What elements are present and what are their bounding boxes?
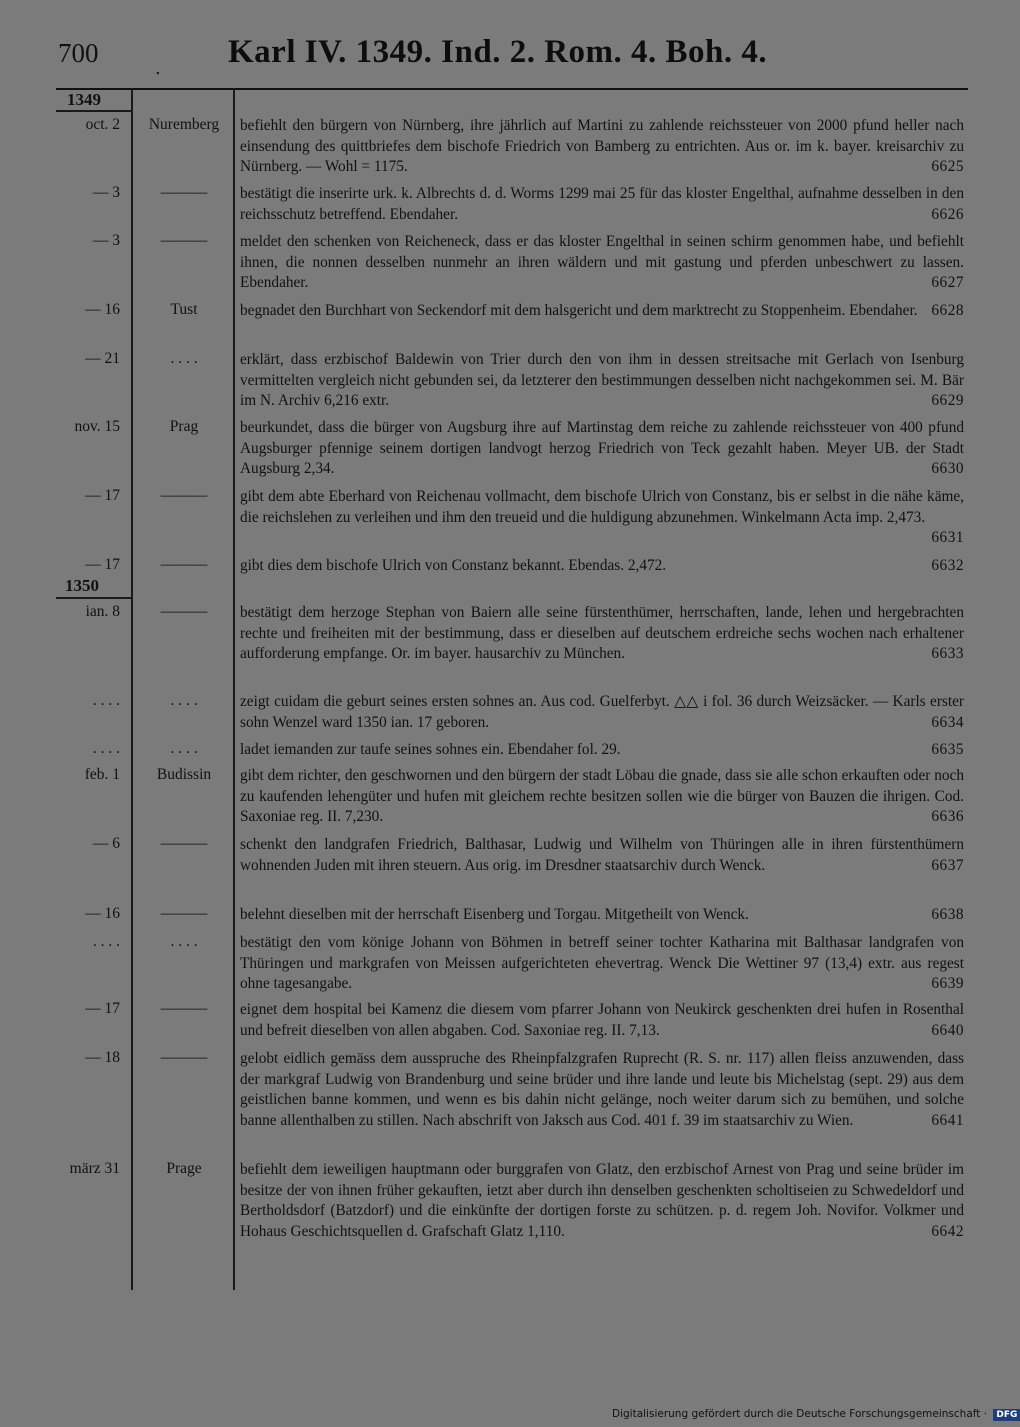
entry-place: . . . . <box>170 740 198 757</box>
entry-place: ——— <box>160 487 208 504</box>
entry-date: — 3 <box>92 232 120 249</box>
dfg-logo: DFG <box>993 1409 1020 1421</box>
entry-number: 6626 <box>931 205 964 223</box>
entry-summary: gelobt eidlich gemäss dem ausspruche des Rheinpfalzgrafen Ruprecht (R. S. nr. 117) allen fleiss anzuwenden, dass der markgraf Ludwig von Brandenburg und seine brüder und ihre lande und leute bis Michelstag (sept. 29) aus dem geistlichen banne kommen, und wenn es bis dahin nicht gelänge, noch weiter darum sich zu bemühen, und solche banne allenthalben zu stillen. Nach abschrift von Jaksch aus Cod. 401 f. 39 im staatsarchiv zu Wien. <box>240 1050 964 1129</box>
entry-date: . . . . <box>92 692 120 709</box>
entry-summary: gibt dem abte Eberhard von Reichenau vollmacht, dem bischofe Ulrich von Constanz, bis er selbst in die nähe käme, die reichslehen zu verleihen und ihm den treueid und die huldigung abzunehmen. Winkelmann Acta imp. 2,473. <box>240 488 964 526</box>
entry-date: oct. 2 <box>85 116 120 133</box>
entry-place: . . . . <box>170 692 198 709</box>
entry-text <box>240 1160 964 1242</box>
entry-number: 6641 <box>931 1111 964 1129</box>
entry-date: — 6 <box>92 835 120 852</box>
entry-number: 6631 <box>931 529 964 547</box>
entry-number: 6630 <box>931 460 964 478</box>
entry-number: 6637 <box>931 856 964 874</box>
entry-text <box>240 116 964 178</box>
entry-place: ——— <box>160 184 208 201</box>
entry-number: 6628 <box>931 302 964 319</box>
top-rule <box>56 88 968 90</box>
year-rule-1349 <box>56 110 132 112</box>
entry-number: 6635 <box>931 741 964 758</box>
running-title: Karl IV. 1349. Ind. 2. Rom. 4. Boh. 4. <box>228 34 768 70</box>
entry-summary: meldet den schenken von Reicheneck, dass er das kloster Engelthal in seinen schirm genommen habe, und befiehlt ihnen, die nonnen desselben nunmehr an ihren wäldern und mit gastung und pferden unbeschwert zu lassen. Ebendaher. <box>240 233 964 292</box>
entry-number: 6627 <box>931 274 964 292</box>
entry-number: 6632 <box>931 557 964 574</box>
entry-date: feb. 1 <box>84 766 120 783</box>
entry-summary: bestätigt dem herzoge Stephan von Baiern alle seine fürstenthümer, herrschaften, lande, lehen und hergebrachten rechte und freiheiten mit der bestimmung, dass er dieselben auf deutschem erdreiche sechs wochen nach erhaltener aufforderung empfange. Or. im bayer. hausarchiv zu München. <box>240 604 964 663</box>
entry-summary: eignet dem hospital bei Kamenz die diesem vom pfarrer Johann von Neukirck geschenkten drei hufen in Rosenthal und befreit dieselben von allen abgaben. Cod. Saxoniae reg. II. 7,13. <box>240 1001 964 1039</box>
entry-place: ——— <box>160 1000 208 1017</box>
entry-text <box>240 487 964 549</box>
page-header: 700 . Karl IV. 1349. Ind. 2. Rom. 4. Boh. 4. <box>58 34 768 79</box>
entry-number: 6638 <box>931 906 964 923</box>
entry-date: — 17 <box>85 487 120 504</box>
entry-text <box>240 556 964 577</box>
year-1349: 1349 <box>67 90 101 109</box>
entry-summary: begnadet den Burchhart von Seckendorf mit dem halsgericht und dem marktrecht zu Stoppenheim. Ebendaher. <box>240 302 918 319</box>
entry-place: Prag <box>169 418 199 435</box>
entry-date: — 17 <box>85 556 120 573</box>
column-divider-place <box>233 88 235 1290</box>
entry-date: märz 31 <box>69 1160 120 1177</box>
entry-summary: bestätigt die inserirte urk. k. Albrechts d. d. Worms 1299 mai 25 für das kloster Engelthal, aufnahme desselben in den reichsschutz betreffend. Ebendaher. <box>240 185 964 223</box>
entry-place: Nuremberg <box>148 116 220 133</box>
entry-text <box>240 301 964 322</box>
entry-place: ——— <box>160 603 208 620</box>
entry-text <box>240 418 964 480</box>
year-rule-1350 <box>56 597 132 599</box>
entry-summary: zeigt cuidam die geburt seines ersten sohnes an. Aus cod. Guelferbyt. △△ i fol. 36 durch Weizsäcker. — Karls erster sohn Wenzel ward 1350 ian. 17 geboren. <box>240 693 964 731</box>
entry-text <box>240 740 964 761</box>
entry-summary: gibt dies dem bischofe Ulrich von Constanz bekannt. Ebendas. 2,472. <box>240 557 667 574</box>
entry-summary: bestätigt den vom könige Johann von Böhmen in betreff seiner tochter Katharina mit Balthasar landgrafen von Thüringen und markgrafen von Meissen aufgerichteten ehevertrag. Wenck Die Wettiner 97 (13,4) extr. aus regest ohne tagesangabe. <box>240 934 964 993</box>
entry-date: . . . . <box>92 933 120 950</box>
entry-summary: beurkundet, dass die bürger von Augsburg ihre auf Martinstag dem reiche zu zahlende reichssteuer von 400 pfund Augsburger pfennige seinem dortigen landvogt herzog Friedrich von Teck gezahlt haben. Meyer UB. der Stadt Augsburg 2,34. <box>240 419 964 478</box>
entry-place: ——— <box>160 232 208 249</box>
entry-number: 6639 <box>931 975 964 993</box>
entry-place: ——— <box>160 905 208 922</box>
entry-text <box>240 232 964 294</box>
entry-number: 6634 <box>931 713 964 731</box>
entry-date: . . . . <box>92 740 120 757</box>
entry-text <box>240 933 964 995</box>
entry-text <box>240 350 964 412</box>
entry-summary: gibt dem richter, den geschwornen und den bürgern der stadt Löbau die gnade, dass sie alle schon erkauften oder noch zu kaufenden lehengüter und hufen mit gleichem rechte besitzen sollen wie die bürger von Bauzen die ihrigen. Cod. Saxoniae reg. II. 7,230. <box>240 767 964 826</box>
entry-place: ——— <box>160 1049 208 1066</box>
entry-date: — 16 <box>85 301 120 318</box>
entry-place: Prage <box>166 1160 202 1177</box>
entry-text <box>240 835 964 876</box>
entry-date: — 18 <box>85 1049 120 1066</box>
entry-place: . . . . <box>170 350 198 367</box>
entry-date: ian. 8 <box>85 603 120 620</box>
footer-credit: Digitalisierung gefördert durch die Deutsche Forschungsgemeinschaft <box>612 1408 981 1420</box>
entry-number: 6640 <box>931 1021 964 1039</box>
entry-place: ——— <box>160 835 208 852</box>
entry-number: 6633 <box>931 645 964 663</box>
entry-text <box>240 766 964 828</box>
entry-summary: schenkt den landgrafen Friedrich, Balthasar, Ludwig und Wilhelm von Thüringen alle in ihren fürstenthümern wohnenden Juden mit ihren steuern. Aus orig. im Dresdner staatsarchiv durch Wenck. <box>240 836 964 874</box>
entry-date: nov. 15 <box>74 418 120 435</box>
entry-place: ——— <box>160 556 208 573</box>
entry-date: — 21 <box>85 350 120 367</box>
entry-summary: belehnt dieselben mit der herrschaft Eisenberg und Torgau. Mitgetheilt von Wenck. <box>240 906 749 923</box>
year-1350: 1350 <box>65 576 99 595</box>
entry-place: Budissin <box>156 766 212 783</box>
entry-text <box>240 1049 964 1131</box>
entry-text <box>240 603 964 665</box>
entry-text <box>240 905 964 926</box>
entry-text <box>240 692 964 733</box>
page-number: 700 <box>58 38 99 68</box>
entry-date: — 16 <box>85 905 120 922</box>
entry-summary: ladet iemanden zur taufe seines sohnes ein. Ebendaher fol. 29. <box>240 741 621 758</box>
entry-number: 6642 <box>931 1222 964 1240</box>
entry-place: Tust <box>170 301 198 318</box>
entry-number: 6636 <box>931 808 964 826</box>
entry-place: . . . . <box>170 933 198 950</box>
entry-date: — 3 <box>92 184 120 201</box>
entry-summary: erklärt, dass erzbischof Baldewin von Trier durch den von ihm in dessen streitsache mit Gerlach von Isenburg vermittelten vergleich nicht gebunden sei, da letzterer den bestimmungen desselben nicht nachgekommen sei. M. Bär im N. Archiv 6,216 extr. <box>240 351 964 410</box>
entry-date: — 17 <box>85 1000 120 1017</box>
column-divider-date <box>131 88 133 1290</box>
entry-summary: befiehlt den bürgern von Nürnberg, ihre jährlich auf Martini zu zahlende reichssteuer von 2000 pfund heller nach einsendung des quittbriefes dem bischofe Friedrich von Bamberg zu entrichten. Aus or. im k. bayer. kreisarchiv zu Nürnberg. — Wohl = 1175. <box>240 117 964 176</box>
entry-text <box>240 1000 964 1041</box>
entry-number: 6625 <box>931 158 964 176</box>
entry-number: 6629 <box>931 392 964 410</box>
entry-summary: befiehlt dem ieweiligen hauptmann oder burggrafen von Glatz, den erzbischof Arnest von Prag und seine brüder im besitze der von ihnen früher gekauften, ietzt aber durch ihn denselben geschenkten scholtiseien zu Schwedeldorf und Bertholdsdorf (Batzdorf) und die einkünfte der dortigen forste zu schützen. p. d. regem Joh. Novifor. Volkmer und Hohaus Geschichtsquellen d. Grafschaft Glatz 1,110. <box>240 1161 964 1240</box>
footer: Digitalisierung gefördert durch die Deutsche Forschungsgemeinschaft · DFG <box>612 1408 1020 1421</box>
entry-text <box>240 184 964 225</box>
